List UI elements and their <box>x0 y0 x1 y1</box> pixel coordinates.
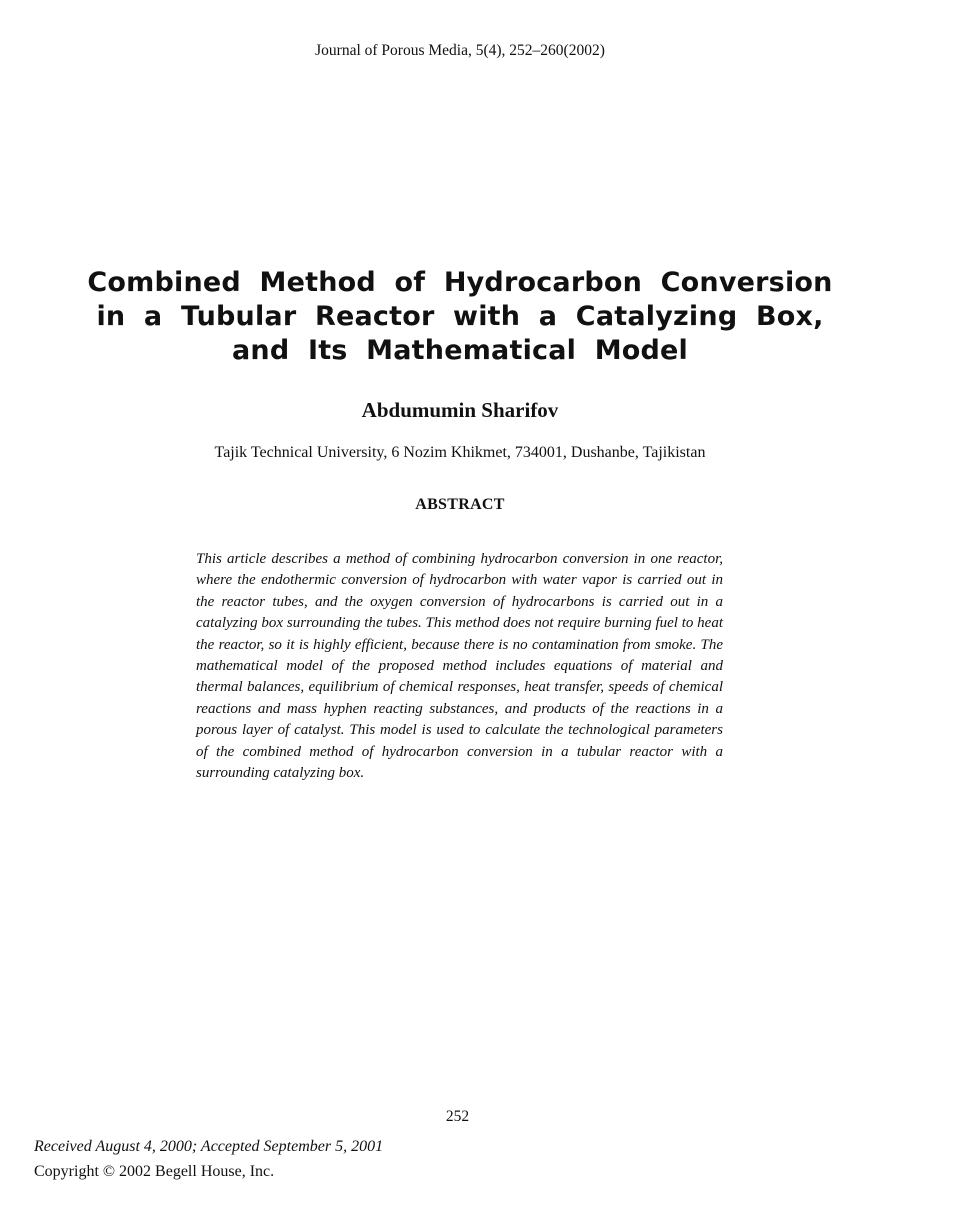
abstract-text: This article describes a method of combining hydrocarbon conversion in one reactor, where the endothermic conversion of hydrocarbon with water vapor is carried out in the reactor tubes, and the oxygen conversion of hydrocarbons is carried out in a catalyzing box surrounding the tubes. This method does not require burning fuel to heat the reactor, so it is highly efficient, because there is no contamination from smoke. The mathematical model of the proposed method includes equations of material and thermal balances, equilibrium of chemical responses, heat transfer, speeds of chemical reactions and mass hyphen reacting substances, and products of the reactions in a porous layer of catalyst. This model is used to calculate the technological parameters of the combined method of hydrocarbon conversion in a tubular reactor with a surrounding catalyzing box. <box>196 551 723 782</box>
article-title <box>60 266 860 368</box>
author-name: Abdumumin Sharifov <box>361 398 559 422</box>
received-dates: Received August 4, 2000; Accepted September 5, 2001 <box>34 1138 384 1155</box>
title-line-3: and Its Mathematical Model <box>231 335 689 366</box>
title-line-2: in a Tubular Reactor with a Catalyzing Box, <box>96 301 824 332</box>
abstract-heading: ABSTRACT <box>415 496 505 513</box>
title-line-1: Combined Method of Hydrocarbon Conversion <box>87 267 833 298</box>
journal-citation: Journal of Porous Media, 5(4), 252–260(2002) <box>315 42 605 59</box>
page-number: 252 <box>445 1108 470 1125</box>
author-affiliation: Tajik Technical University, 6 Nozim Khikmet, 734001, Dushanbe, Tajikistan <box>214 444 706 461</box>
copyright-notice: Copyright © 2002 Begell House, Inc. <box>34 1163 275 1180</box>
